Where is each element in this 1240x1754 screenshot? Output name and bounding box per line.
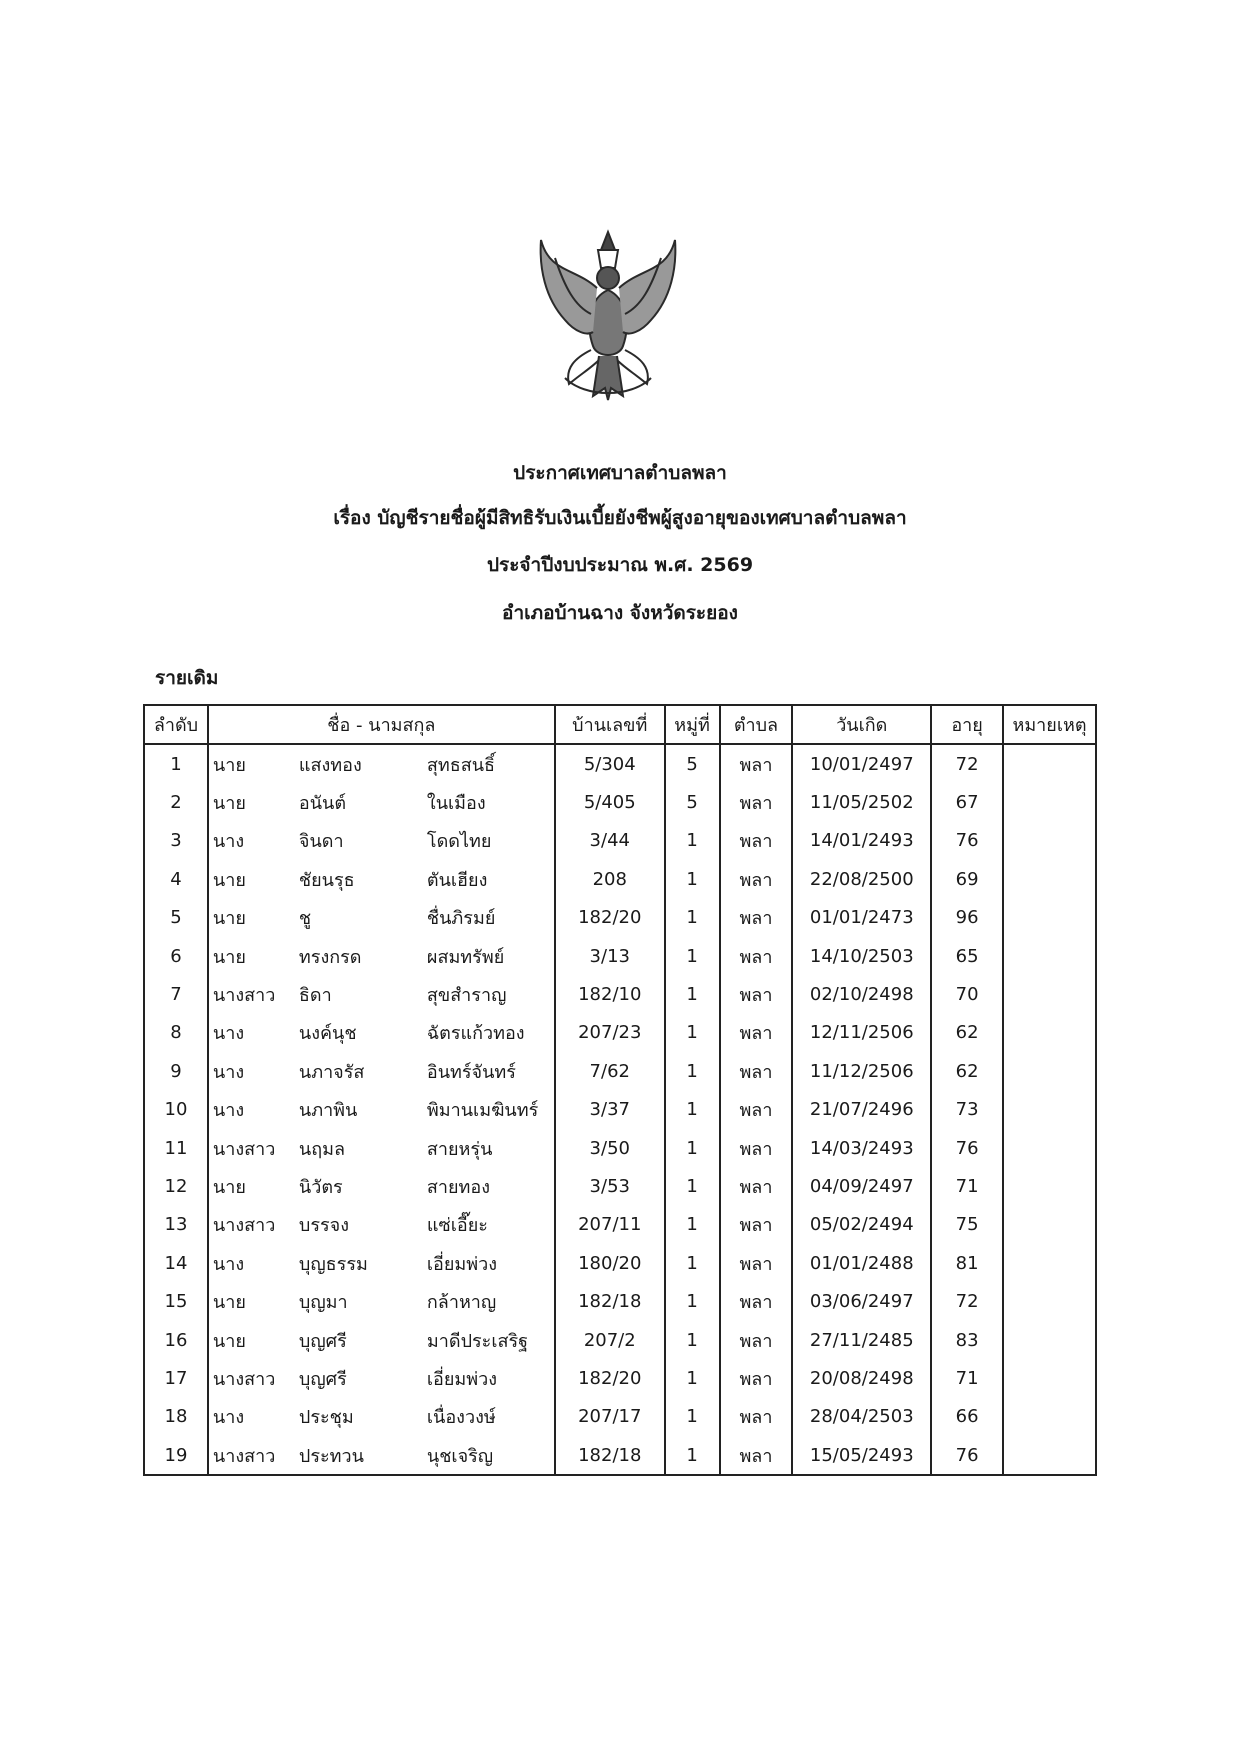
last-name: ตันเฮียง xyxy=(426,869,488,891)
cell-name xyxy=(208,783,555,821)
cell-moo: 1 xyxy=(665,822,720,860)
last-name: ในเมือง xyxy=(426,793,486,815)
first-name: ทรงกรด xyxy=(298,946,362,968)
last-name: ผสมทรัพย์ xyxy=(426,946,505,968)
cell-age: 65 xyxy=(931,937,1003,975)
cell-dob: 20/08/2498 xyxy=(792,1359,931,1397)
cell-age: 67 xyxy=(931,783,1003,821)
cell-tambon: พลา xyxy=(720,1206,793,1244)
cell-name xyxy=(208,822,555,860)
cell-moo: 1 xyxy=(665,1206,720,1244)
beneficiary-table xyxy=(143,704,1097,1476)
cell-moo: 1 xyxy=(665,1321,720,1359)
last-name: ฉัตรแก้วทอง xyxy=(426,1023,525,1045)
first-name: นภาจรัส xyxy=(298,1061,365,1083)
cell-age: 76 xyxy=(931,1129,1003,1167)
first-name: ธิดา xyxy=(298,985,332,1007)
first-name: ชัยนรุธ xyxy=(298,869,355,891)
name-prefix: นาย xyxy=(212,1292,246,1314)
cell-remark xyxy=(1003,1359,1096,1397)
first-name: บุญธรรม xyxy=(298,1253,368,1275)
cell-age: 72 xyxy=(931,744,1003,783)
last-name: โดดไทย xyxy=(426,831,492,853)
table-row xyxy=(144,1436,1096,1475)
name-prefix: นางสาว xyxy=(212,1368,276,1390)
cell-moo: 1 xyxy=(665,975,720,1013)
last-name: สายหรุ่น xyxy=(426,1138,493,1160)
cell-no: 12 xyxy=(144,1167,208,1205)
first-name: นฤมล xyxy=(298,1138,346,1160)
cell-remark xyxy=(1003,744,1096,783)
cell-moo: 1 xyxy=(665,1359,720,1397)
cell-remark xyxy=(1003,1014,1096,1052)
cell-house: 3/37 xyxy=(555,1091,665,1129)
district-province-line: อำเภอบ้านฉาง จังหวัดระยอง xyxy=(502,602,738,624)
name-prefix: นางสาว xyxy=(212,1445,276,1467)
cell-tambon: พลา xyxy=(720,899,793,937)
col-header-dob: วันเกิด xyxy=(792,705,931,744)
cell-no: 15 xyxy=(144,1282,208,1320)
cell-no: 1 xyxy=(144,744,208,783)
table-row xyxy=(144,937,1096,975)
col-header-moo: หมู่ที่ xyxy=(665,705,720,744)
first-name: ชู xyxy=(298,908,312,930)
cell-dob: 14/10/2503 xyxy=(792,937,931,975)
cell-house: 180/20 xyxy=(555,1244,665,1282)
last-name: เนื่องวงษ์ xyxy=(426,1407,496,1429)
cell-dob: 21/07/2496 xyxy=(792,1091,931,1129)
cell-house: 208 xyxy=(555,860,665,898)
table-row xyxy=(144,1244,1096,1282)
cell-tambon: พลา xyxy=(720,783,793,821)
col-header-no: ลำดับ xyxy=(144,705,208,744)
cell-remark xyxy=(1003,1398,1096,1436)
cell-age: 69 xyxy=(931,860,1003,898)
name-prefix: นาง xyxy=(212,1407,245,1429)
name-prefix: นาง xyxy=(212,1100,245,1122)
cell-house: 182/18 xyxy=(555,1282,665,1320)
table-row xyxy=(144,899,1096,937)
cell-age: 75 xyxy=(931,1206,1003,1244)
cell-remark xyxy=(1003,1206,1096,1244)
table-row xyxy=(144,822,1096,860)
cell-house: 207/17 xyxy=(555,1398,665,1436)
first-name: บรรจง xyxy=(298,1215,350,1237)
cell-remark xyxy=(1003,822,1096,860)
first-name: นงค์นุช xyxy=(298,1023,357,1045)
cell-tambon: พลา xyxy=(720,1052,793,1090)
cell-name xyxy=(208,937,555,975)
last-name: มาดีประเสริฐ xyxy=(426,1330,529,1352)
table-row xyxy=(144,1398,1096,1436)
cell-moo: 1 xyxy=(665,1129,720,1167)
name-prefix: นาง xyxy=(212,1061,245,1083)
table-row xyxy=(144,975,1096,1013)
cell-moo: 1 xyxy=(665,1436,720,1475)
first-name: ประทวน xyxy=(298,1445,364,1467)
last-name: เอี่ยมพ่วง xyxy=(426,1253,498,1275)
cell-dob: 01/01/2488 xyxy=(792,1244,931,1282)
cell-name xyxy=(208,860,555,898)
cell-remark xyxy=(1003,860,1096,898)
cell-house: 3/13 xyxy=(555,937,665,975)
name-prefix: นางสาว xyxy=(212,1215,276,1237)
cell-tambon: พลา xyxy=(720,744,793,783)
name-prefix: นาย xyxy=(212,1330,246,1352)
cell-house: 207/23 xyxy=(555,1014,665,1052)
cell-dob: 14/03/2493 xyxy=(792,1129,931,1167)
last-name: เอี่ยมพ่วง xyxy=(426,1368,498,1390)
cell-age: 76 xyxy=(931,1436,1003,1475)
cell-dob: 05/02/2494 xyxy=(792,1206,931,1244)
cell-no: 4 xyxy=(144,860,208,898)
cell-remark xyxy=(1003,975,1096,1013)
cell-remark xyxy=(1003,1052,1096,1090)
cell-house: 182/20 xyxy=(555,899,665,937)
cell-name xyxy=(208,1436,555,1475)
name-prefix: นาย xyxy=(212,1176,246,1198)
table-row xyxy=(144,1167,1096,1205)
cell-age: 96 xyxy=(931,899,1003,937)
garuda-emblem-icon xyxy=(535,228,681,404)
cell-no: 17 xyxy=(144,1359,208,1397)
cell-moo: 1 xyxy=(665,937,720,975)
cell-house: 3/44 xyxy=(555,822,665,860)
cell-age: 83 xyxy=(931,1321,1003,1359)
first-name: อนันต์ xyxy=(298,793,347,815)
first-name: จินดา xyxy=(298,831,344,853)
cell-remark xyxy=(1003,1321,1096,1359)
col-header-house: บ้านเลขที่ xyxy=(555,705,665,744)
table-row xyxy=(144,1206,1096,1244)
cell-age: 70 xyxy=(931,975,1003,1013)
first-name: ประชุม xyxy=(298,1407,354,1429)
cell-no: 3 xyxy=(144,822,208,860)
last-name: สุขสำราญ xyxy=(426,985,507,1007)
cell-dob: 02/10/2498 xyxy=(792,975,931,1013)
section-title: รายเดิม xyxy=(155,667,219,689)
cell-tambon: พลา xyxy=(720,1167,793,1205)
cell-age: 73 xyxy=(931,1091,1003,1129)
cell-name xyxy=(208,1167,555,1205)
table-row xyxy=(144,860,1096,898)
last-name: สุทธสนธิ์ xyxy=(426,754,496,776)
cell-dob: 10/01/2497 xyxy=(792,744,931,783)
name-prefix: นาย xyxy=(212,793,246,815)
cell-moo: 1 xyxy=(665,1244,720,1282)
table-row xyxy=(144,1359,1096,1397)
cell-no: 6 xyxy=(144,937,208,975)
cell-house: 182/20 xyxy=(555,1359,665,1397)
cell-dob: 15/05/2493 xyxy=(792,1436,931,1475)
cell-name xyxy=(208,1091,555,1129)
cell-moo: 5 xyxy=(665,783,720,821)
cell-age: 71 xyxy=(931,1359,1003,1397)
cell-house: 207/2 xyxy=(555,1321,665,1359)
last-name: สายทอง xyxy=(426,1176,491,1198)
cell-house: 5/405 xyxy=(555,783,665,821)
cell-remark xyxy=(1003,899,1096,937)
name-prefix: นาย xyxy=(212,946,246,968)
col-header-remark: หมายเหตุ xyxy=(1003,705,1096,744)
table-row xyxy=(144,1091,1096,1129)
table-row xyxy=(144,1052,1096,1090)
cell-name xyxy=(208,1206,555,1244)
col-header-age: อายุ xyxy=(931,705,1003,744)
cell-dob: 28/04/2503 xyxy=(792,1398,931,1436)
cell-tambon: พลา xyxy=(720,1359,793,1397)
cell-remark xyxy=(1003,1129,1096,1167)
fiscal-year-line: ประจำปีงบประมาณ พ.ศ. 2569 xyxy=(486,554,754,576)
name-prefix: นางสาว xyxy=(212,1138,276,1160)
cell-dob: 11/05/2502 xyxy=(792,783,931,821)
cell-tambon: พลา xyxy=(720,1091,793,1129)
cell-age: 76 xyxy=(931,822,1003,860)
cell-tambon: พลา xyxy=(720,860,793,898)
cell-dob: 11/12/2506 xyxy=(792,1052,931,1090)
name-prefix: นาง xyxy=(212,1253,245,1275)
cell-moo: 1 xyxy=(665,1052,720,1090)
cell-name xyxy=(208,975,555,1013)
cell-house: 207/11 xyxy=(555,1206,665,1244)
cell-tambon: พลา xyxy=(720,937,793,975)
name-prefix: นาย xyxy=(212,908,246,930)
col-header-name: ชื่อ - นามสกุล xyxy=(208,705,555,744)
cell-dob: 04/09/2497 xyxy=(792,1167,931,1205)
cell-no: 11 xyxy=(144,1129,208,1167)
cell-remark xyxy=(1003,1244,1096,1282)
first-name: นิวัตร xyxy=(298,1176,343,1198)
first-name: บุญศรี xyxy=(298,1368,347,1390)
first-name: แสงทอง xyxy=(298,754,362,776)
cell-no: 9 xyxy=(144,1052,208,1090)
cell-remark xyxy=(1003,1091,1096,1129)
last-name: กล้าหาญ xyxy=(426,1292,497,1314)
cell-tambon: พลา xyxy=(720,822,793,860)
cell-no: 18 xyxy=(144,1398,208,1436)
cell-tambon: พลา xyxy=(720,1282,793,1320)
cell-name xyxy=(208,1129,555,1167)
cell-remark xyxy=(1003,1282,1096,1320)
last-name: อินทร์จันทร์ xyxy=(426,1061,516,1083)
cell-moo: 1 xyxy=(665,1014,720,1052)
cell-remark xyxy=(1003,937,1096,975)
cell-moo: 1 xyxy=(665,1091,720,1129)
first-name: บุญศรี xyxy=(298,1330,347,1352)
cell-moo: 1 xyxy=(665,1282,720,1320)
cell-age: 62 xyxy=(931,1014,1003,1052)
cell-house: 182/18 xyxy=(555,1436,665,1475)
cell-tambon: พลา xyxy=(720,1244,793,1282)
table-row xyxy=(144,1282,1096,1320)
cell-name xyxy=(208,744,555,783)
cell-name xyxy=(208,1282,555,1320)
cell-remark xyxy=(1003,783,1096,821)
name-prefix: นาย xyxy=(212,869,246,891)
cell-name xyxy=(208,899,555,937)
cell-no: 14 xyxy=(144,1244,208,1282)
cell-dob: 03/06/2497 xyxy=(792,1282,931,1320)
cell-moo: 1 xyxy=(665,860,720,898)
cell-no: 16 xyxy=(144,1321,208,1359)
name-prefix: นาย xyxy=(212,754,246,776)
name-prefix: นางสาว xyxy=(212,985,276,1007)
table-row xyxy=(144,1321,1096,1359)
cell-dob: 01/01/2473 xyxy=(792,899,931,937)
cell-age: 72 xyxy=(931,1282,1003,1320)
cell-no: 13 xyxy=(144,1206,208,1244)
first-name: นภาพิน xyxy=(298,1100,358,1122)
cell-house: 7/62 xyxy=(555,1052,665,1090)
cell-house: 3/50 xyxy=(555,1129,665,1167)
first-name: บุญมา xyxy=(298,1292,348,1314)
cell-age: 81 xyxy=(931,1244,1003,1282)
cell-age: 66 xyxy=(931,1398,1003,1436)
cell-house: 3/53 xyxy=(555,1167,665,1205)
cell-name xyxy=(208,1244,555,1282)
cell-dob: 22/08/2500 xyxy=(792,860,931,898)
cell-name xyxy=(208,1321,555,1359)
table-row xyxy=(144,1129,1096,1167)
cell-age: 62 xyxy=(931,1052,1003,1090)
cell-dob: 27/11/2485 xyxy=(792,1321,931,1359)
col-header-tambon: ตำบล xyxy=(720,705,793,744)
cell-no: 5 xyxy=(144,899,208,937)
cell-tambon: พลา xyxy=(720,1321,793,1359)
cell-no: 8 xyxy=(144,1014,208,1052)
name-prefix: นาง xyxy=(212,831,245,853)
table-row xyxy=(144,1014,1096,1052)
cell-age: 71 xyxy=(931,1167,1003,1205)
last-name: นุชเจริญ xyxy=(426,1445,494,1467)
cell-remark xyxy=(1003,1167,1096,1205)
table-row xyxy=(144,744,1096,783)
cell-no: 19 xyxy=(144,1436,208,1475)
cell-no: 7 xyxy=(144,975,208,1013)
cell-tambon: พลา xyxy=(720,975,793,1013)
cell-moo: 1 xyxy=(665,1167,720,1205)
cell-name xyxy=(208,1359,555,1397)
cell-name xyxy=(208,1014,555,1052)
cell-dob: 12/11/2506 xyxy=(792,1014,931,1052)
cell-moo: 5 xyxy=(665,744,720,783)
cell-tambon: พลา xyxy=(720,1014,793,1052)
cell-moo: 1 xyxy=(665,899,720,937)
cell-moo: 1 xyxy=(665,1398,720,1436)
announcement-title: ประกาศเทศบาลตำบลพลา xyxy=(513,462,727,484)
announcement-subject: เรื่อง บัญชีรายชื่อผู้มีสิทธิรับเงินเบี้ยยังชีพผู้สูงอายุของเทศบาลตำบลพลา xyxy=(333,507,907,529)
cell-no: 10 xyxy=(144,1091,208,1129)
last-name: พิมานเมฆินทร์ xyxy=(426,1100,539,1122)
cell-name xyxy=(208,1398,555,1436)
cell-tambon: พลา xyxy=(720,1398,793,1436)
cell-tambon: พลา xyxy=(720,1436,793,1475)
cell-remark xyxy=(1003,1436,1096,1475)
last-name: ชื่นภิรมย์ xyxy=(426,908,496,930)
table-header-row xyxy=(144,705,1096,744)
table-row xyxy=(144,783,1096,821)
cell-house: 182/10 xyxy=(555,975,665,1013)
name-prefix: นาง xyxy=(212,1023,245,1045)
cell-no: 2 xyxy=(144,783,208,821)
cell-house: 5/304 xyxy=(555,744,665,783)
cell-tambon: พลา xyxy=(720,1129,793,1167)
cell-dob: 14/01/2493 xyxy=(792,822,931,860)
last-name: แซ่เอี๊ยะ xyxy=(426,1215,488,1237)
cell-name xyxy=(208,1052,555,1090)
